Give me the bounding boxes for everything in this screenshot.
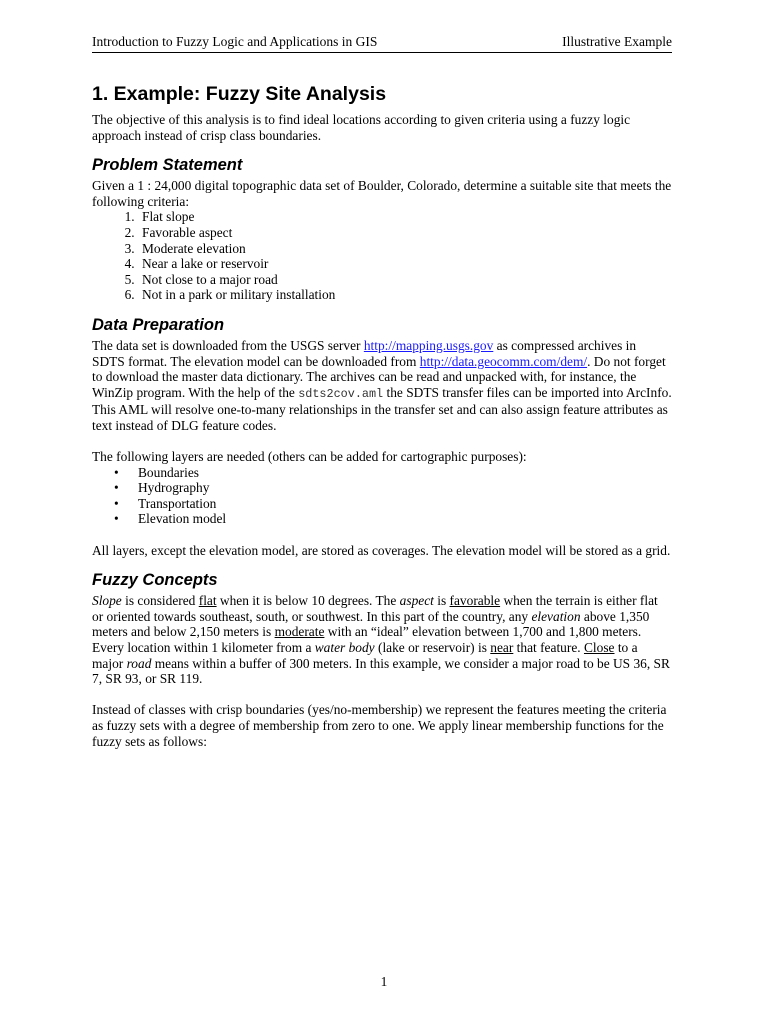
list-item: 4. Near a lake or reservoir: [138, 256, 672, 272]
storage-paragraph: All layers, except the elevation model, are stored as coverages. The elevation model will be stored as a grid.: [92, 542, 671, 558]
list-item: 6. Not in a park or military installation: [138, 287, 672, 303]
intro-paragraph: The objective of this analysis is to find ideal locations according to given criteria using a fuzzy logic approach instead of crisp class boundaries.: [92, 112, 631, 143]
bullet-icon: •: [114, 495, 119, 511]
layers-list: [92, 465, 672, 527]
problem-paragraph: Given a 1 : 24,000 digital topographic data set of Boulder, Colorado, determine a suitable site that meets the following criteria:: [92, 178, 672, 209]
membership-paragraph: Instead of classes with crisp boundaries (yes/no-membership) we represent the features meeting the criteria as fuzzy sets with a degree of membership from zero to one. We apply linear membership functions for the fuzzy sets as follows:: [92, 702, 667, 749]
list-item: • Transportation: [114, 495, 217, 511]
bullet-icon: •: [114, 464, 119, 480]
fuzzy-paragraph: Slope is considered flat when it is below 10 degrees. The aspect is favorable when the terrain is either flat or oriented towards southeast, south, or southwest. In this part of the country, any elevation above 1,350 meters and below 2,150 meters is moderate with an “ideal” elevation between 1,700 and 1,800 meters. Every location within 1 kilometer from a water body (lake or reservoir) is near that feature. Close to a major road means within a buffer of 300 meters. In this example, we consider a major road to be US 36, SR 7, SR 93, or SR 119.: [92, 593, 670, 687]
layers-intro: The following layers are needed (others can be added for cartographic purposes):: [92, 449, 527, 465]
list-item: 3. Moderate elevation: [138, 241, 672, 257]
list-item: 5. Not close to a major road: [138, 272, 672, 288]
list-item: 2. Favorable aspect: [138, 225, 672, 241]
list-item: 1. Flat slope: [138, 209, 672, 225]
page-content: [92, 81, 672, 749]
page-number: 1: [380, 974, 388, 989]
fuzzy-heading: Fuzzy Concepts: [92, 571, 218, 590]
header-right: Illustrative Example: [562, 34, 672, 49]
problem-heading: Problem Statement: [92, 156, 243, 175]
page-header: [92, 33, 672, 53]
list-item: • Boundaries: [114, 464, 199, 480]
usgs-link[interactable]: http://mapping.usgs.gov: [363, 337, 494, 353]
header-left: Introduction to Fuzzy Logic and Applications in GIS: [92, 34, 378, 49]
data-prep-paragraph: The data set is downloaded from the USGS server http://mapping.usgs.gov as compressed archives in SDTS format. The elevation model can be downloaded from http://data.geocomm.com/dem/. Do not forget to download the master data dictionary. The archives can be read and unpacked with, for instance, the WinZip program. With the help of the sdts2cov.aml the SDTS transfer files can be imported into ArcInfo. This AML will resolve one-to-many relationships in the transfer set and can also assign feature attributes as text instead of DLG feature codes.: [92, 337, 672, 433]
list-item: • Hydrography: [114, 480, 210, 496]
criteria-list: [92, 209, 672, 303]
data-prep-heading: Data Preparation: [92, 315, 225, 334]
aml-filename: sdts2cov.aml: [298, 386, 384, 401]
bullet-icon: •: [114, 511, 119, 527]
page-title: 1. Example: Fuzzy Site Analysis: [92, 83, 387, 105]
list-item: • Elevation model: [114, 511, 227, 527]
bullet-icon: •: [114, 480, 119, 496]
geocomm-link[interactable]: http://data.geocomm.com/dem/: [419, 353, 588, 369]
